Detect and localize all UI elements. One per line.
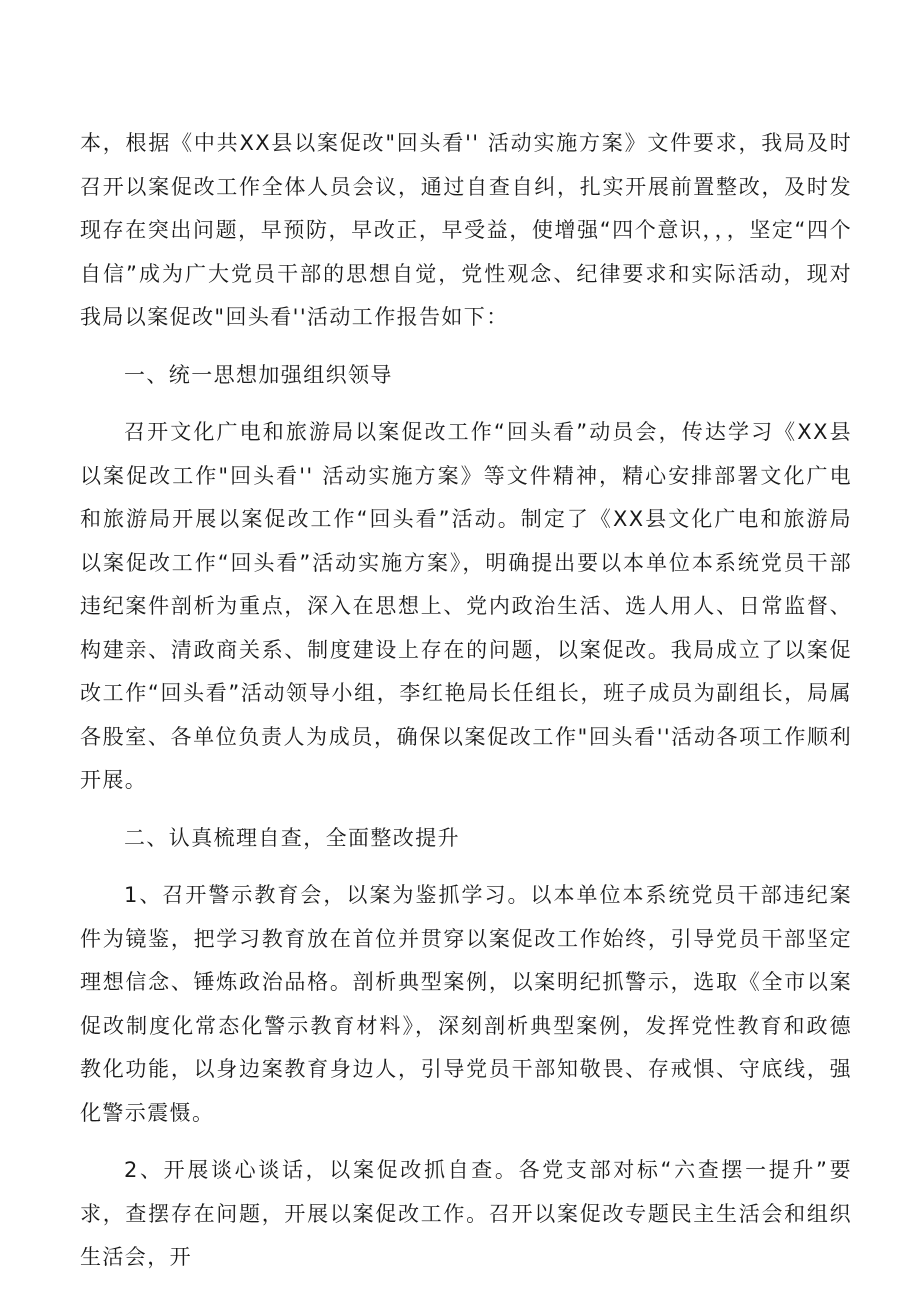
section-heading-1: 一、统一思想加强组织领导: [124, 362, 393, 387]
section-2-item-1-paragraph: 1、召开警示教育会，以案为鉴抓学习。以本单位本系统党员干部违纪案件为镜鉴，把学习教育放在首位并贯穿以案促改工作始终，引导党员干部坚定理想信念、锤炼政治品格。剖析典型案例，以案明纪抓警示，选取《全市以案促改制度化常态化警示教育材料》，深刻剖析典型案例，发挥党性教育和政德教化功能，以身边案教育身边人，引导党员干部知敬畏、存戒惧、守底线，强化警示震慑。: [80, 883, 852, 1125]
section-1-paragraph: 召开文化广电和旅游局以案促改工作“回头看”动员会，传达学习《XX县以案促改工作"回头看'' 活动实施方案》等文件精神，精心安排部署文化广电和旅游局开展以案促改工作“回头看”活动。制定了《XX县文化广电和旅游局以案促改工作“回头看”活动实施方案》，明确提出要以本单位本系统党员干部违纪案件剖析为重点，深入在思想上、党内政治生活、选人用人、日常监督、构建亲、清政商关系、制度建设上存在的问题，以案促改。我局成立了以案促改工作“回头看”活动领导小组，李红艳局长任组长，班子成员为副组长，局属各股室、各单位负责人为成员，确保以案促改工作"回头看''活动各项工作顺利开展。: [80, 420, 852, 792]
document-body: [80, 122, 852, 1280]
intro-paragraph: 本，根据《中共XX县以案促改"回头看'' 活动实施方案》文件要求，我局及时召开以案促改工作全体人员会议，通过自查自纠，扎实开展前置整改，及时发现存在突出问题，早预防，早改正，早受益，使增强“四个意识，，，坚定“四个自信”成为广大党员干部的思想自觉，党性观念、纪律要求和实际活动，现对我局以案促改"回头看''活动工作报告如下：: [80, 131, 852, 329]
section-2-item-2-paragraph: 2、开展谈心谈话，以案促改抓自查。各党支部对标“六查摆一提升”要求，查摆存在问题，开展以案促改工作。召开以案促改专题民主生活会和组织生活会，开: [80, 1158, 852, 1269]
section-heading-2: 二、认真梳理自查，全面整改提升: [124, 825, 460, 850]
